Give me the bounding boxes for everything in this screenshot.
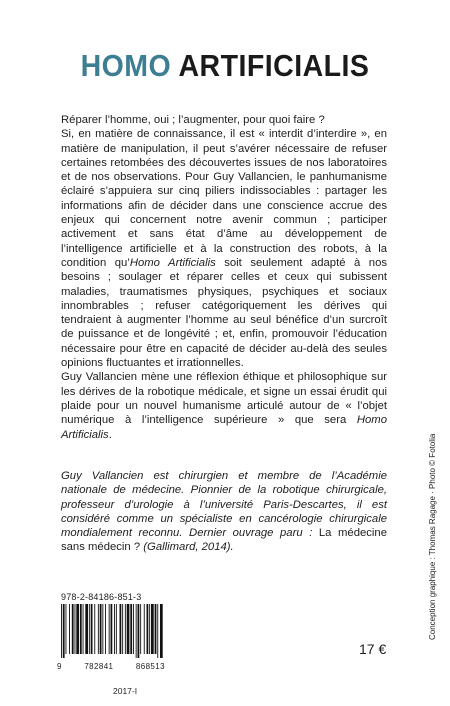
barcode-digit-group-1: 782841 (84, 662, 114, 671)
isbn: 978-2-84186-851-3 (61, 592, 142, 602)
book-title (18, 48, 432, 84)
price: 17 € (359, 641, 387, 657)
design-photo-credits: Conception graphique : Thomas Ragage · Photo © Fotolia (428, 433, 437, 640)
barcode-digits (57, 662, 165, 671)
title-word-homo: HOMO (80, 48, 172, 83)
edition-code: 2017-I (113, 686, 138, 696)
title-word-artificialis: ARTIFICIALIS (178, 48, 370, 83)
back-cover-blurb: Réparer l’homme, oui ; l’augmenter, pour quoi faire ? Si, en matière de connaissance, il est « interdit d’interdire », en matière de manipulation, il peut s’avérer nécessaire de refuser certaines retombées des découvertes issues de nos laboratoires et de nos observations. Pour Guy Vallancien, le panhumanisme éclairé s’appuiera sur cinq piliers indissociables : partager les informations afin de décider dans une conscience accrue des enjeux qui concernent notre avenir commun ; participer activement et sans état d’âme au développement de l’intelligence artificielle et à la construction des robots, à la condition qu’Homo Artificialis soit seulement adapté à nos besoins ; soulager et réparer celles et ceux qui subissent maladies, traumatismes physiques, psychiques et sociaux innombrables ; refuser catégoriquement les dérives qui tendraient à augmenter l’homme au seul bénéfice d’un surcroît de puissance et de longévité ; et, enfin, promouvoir l’éducation nécessaire pour être en capacité de décider au-delà des seules opinions fluctuantes et irrationnelles. Guy Vallancien mène une réflexion éthique et philosophique sur les dérives de la robotique médicale, et signe un essai érudit qui plaide pour un nouvel humanisme articulé autour de « l’objet numérique à l’intelligence supérieure » que sera Homo Artificialis. (61, 114, 387, 441)
barcode-digit-group-2: 868513 (135, 662, 165, 671)
author-bio: Guy Vallancien est chirurgien et membre de l’Académie nationale de médecine. Pionnier de la robotique chirurgicale, professeur d’urologie à l’université Paris-Descartes, il est considéré comme un spécialiste en cancérologie chirurgicale mondialement reconnu. Dernier ouvrage paru : La médecine sans médecin ? (Gallimard, 2014). (61, 470, 387, 554)
barcode (57, 604, 165, 658)
barcode-digit-lead: 9 (57, 662, 62, 671)
